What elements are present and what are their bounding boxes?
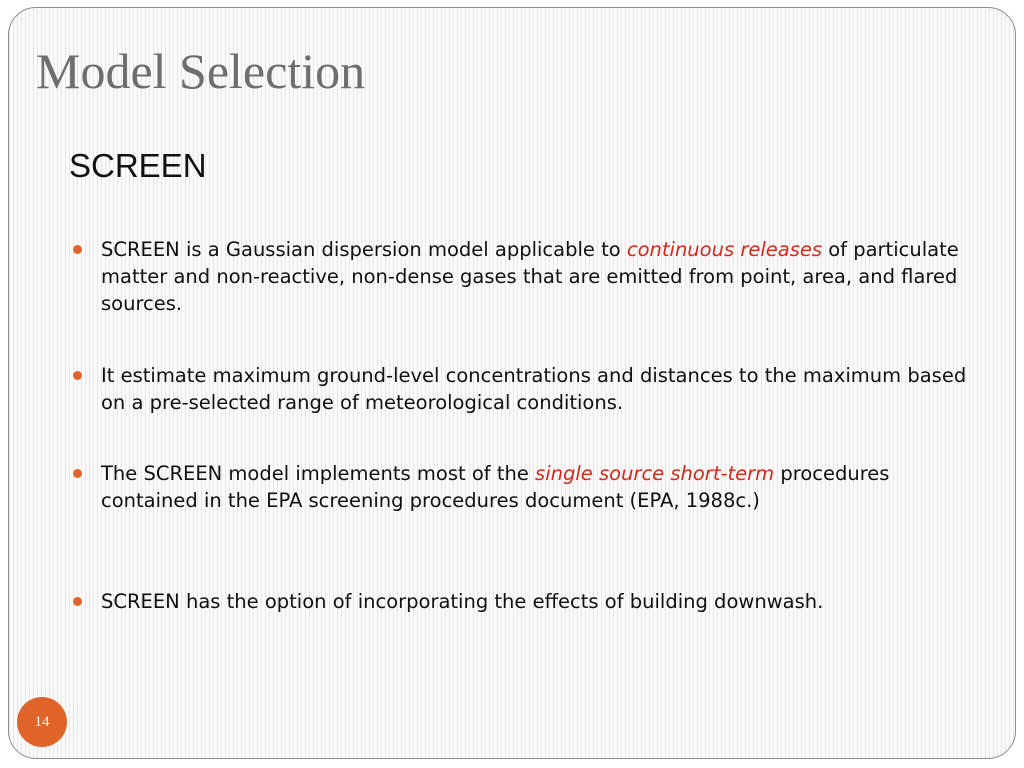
slide-subtitle: SCREEN <box>69 147 207 184</box>
bullet-dot-icon <box>73 371 82 380</box>
bullet-text-plain: SCREEN has the option of incorporating the effects of building downwash. <box>101 590 824 613</box>
bullet-text <box>101 588 978 615</box>
bullet-text-emphasis: single source short-term <box>535 462 775 485</box>
bullet-text <box>101 236 978 317</box>
bullet-dot-icon <box>73 469 82 478</box>
bullet-text <box>101 460 978 514</box>
bullet-text-plain: The SCREEN model implements most of the <box>101 462 536 485</box>
slide-title: Model Selection <box>36 43 366 99</box>
bullet-text-plain: SCREEN is a Gaussian dispersion model applicable to <box>101 238 627 261</box>
bullet-text-plain: It estimate maximum ground-level concentrations and distances to the maximum based on a pre-selected range of meteorological conditions. <box>101 364 967 414</box>
bullet-text <box>101 362 978 416</box>
bullet-dot-icon <box>73 245 82 254</box>
bullet-text-plain: of particulate matter and non-reactive, non-dense gases that are emitted from point, area, and flared sources. <box>101 238 959 315</box>
bullet-dot-icon <box>73 597 82 606</box>
bullet-text-plain: procedures contained in the EPA screening procedures document (EPA, 1988c.) <box>101 462 890 512</box>
page-number-badge: 14 <box>17 697 67 747</box>
bullet-text-emphasis: continuous releases <box>626 238 823 261</box>
